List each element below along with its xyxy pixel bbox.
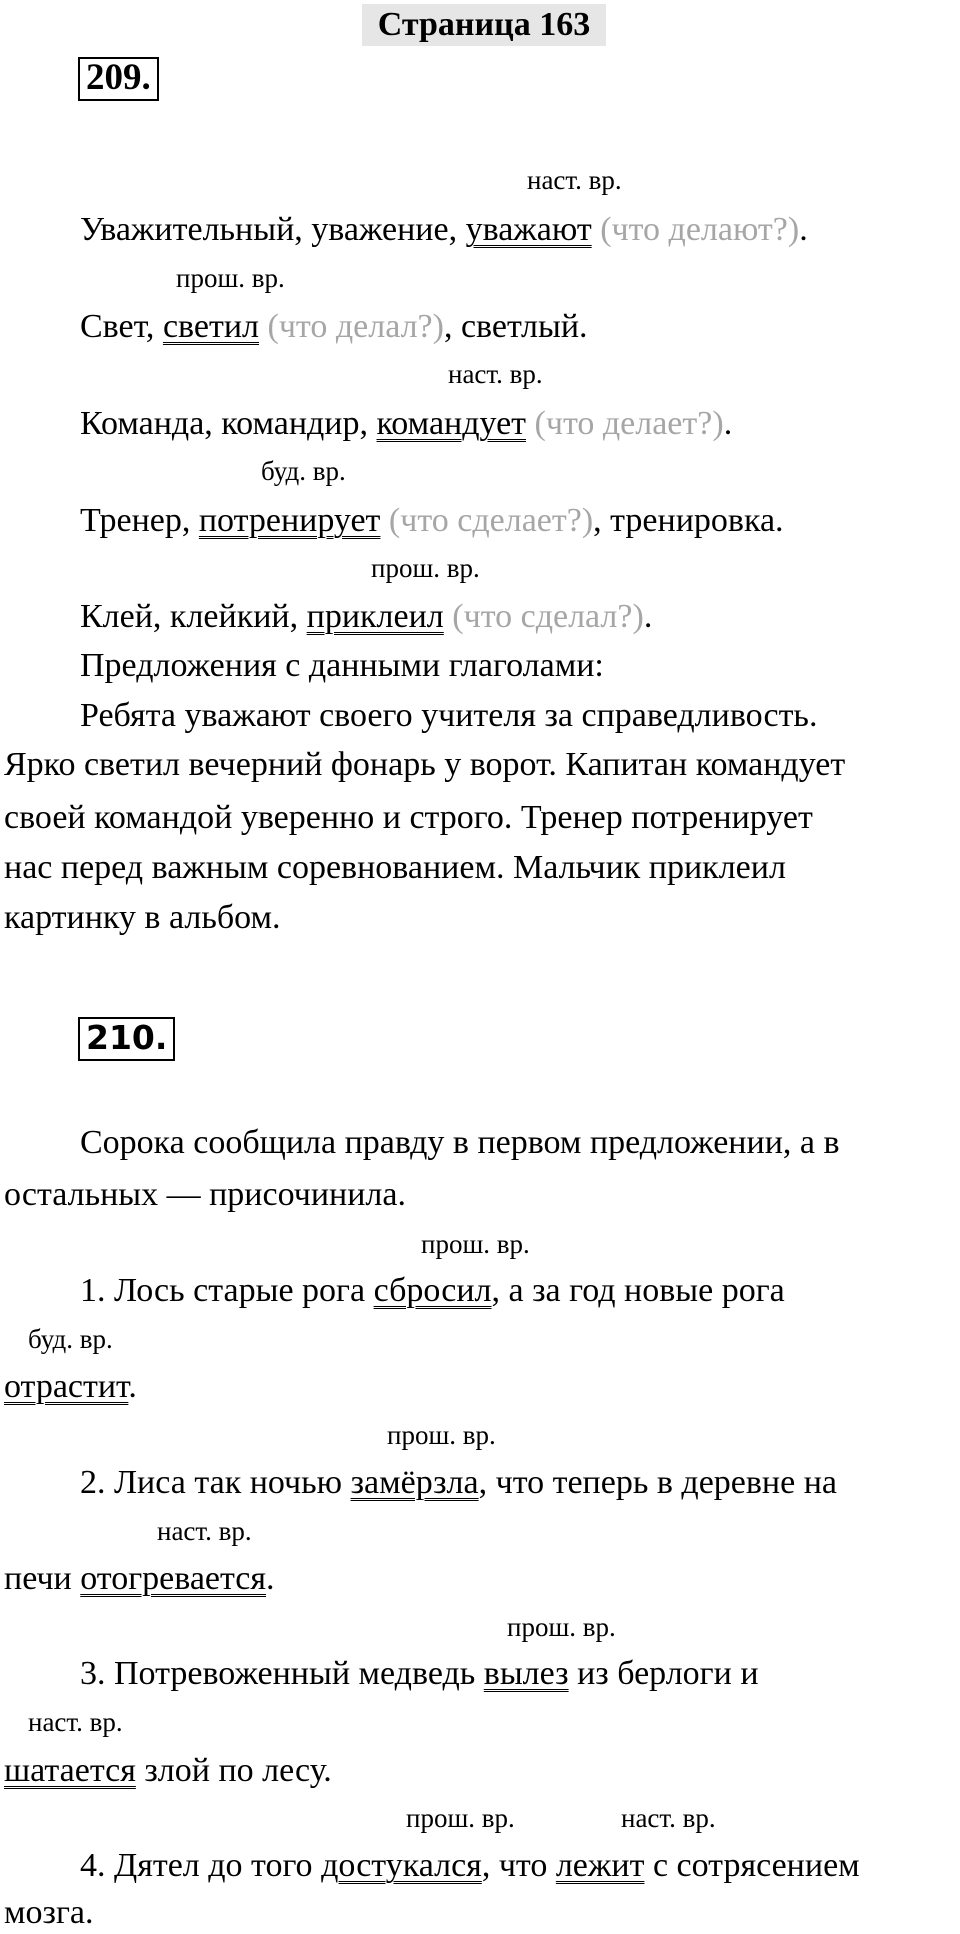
verb: светил (162, 308, 259, 345)
paragraph-line: Ребята уважают своего учителя за справедливость. (80, 697, 818, 734)
tense-label: наст. вр. (527, 165, 622, 195)
verb: сбросил (373, 1272, 492, 1309)
tense-label: наст. вр. (157, 1516, 252, 1546)
intro-line: остальных — присочинила. (4, 1176, 406, 1213)
text: с сотрясением (644, 1847, 860, 1884)
tense-label: буд. вр. (261, 456, 346, 486)
word-group-line (80, 306, 588, 348)
page-title: Страница 163 (362, 4, 606, 46)
sentences-intro: Предложения с данными глаголами: (80, 647, 604, 684)
sentence-line (80, 1653, 759, 1695)
text: . (799, 211, 808, 248)
text: 2. Лиса так ночью (80, 1464, 351, 1501)
verb: отогревается (80, 1560, 267, 1597)
verb: шатается (4, 1752, 136, 1789)
verb: командует (376, 405, 527, 442)
verb: приклеил (306, 598, 444, 635)
text: Команда, командир, (80, 405, 377, 442)
tense-label: прош. вр. (421, 1229, 530, 1259)
text: 3. Потревоженный медведь (80, 1655, 484, 1692)
question-hint: (что делает?) (526, 405, 724, 442)
question-hint: (что делал?) (259, 308, 444, 345)
paragraph-line: нас перед важным соревнованием. Мальчик приклеил (4, 849, 786, 886)
text: . (266, 1560, 275, 1597)
word-group-line (80, 403, 732, 445)
verb: уважают (465, 211, 592, 248)
sentence-line (4, 1558, 275, 1600)
text: злой по лесу. (135, 1752, 332, 1789)
text: , что (481, 1847, 556, 1884)
sentence-line (4, 1366, 137, 1408)
tense-label: буд. вр. (28, 1324, 113, 1354)
sentence-line (4, 1750, 332, 1792)
verb: лежит (555, 1847, 645, 1884)
verb: достукался (321, 1847, 482, 1884)
paragraph-line: Ярко светил вечерний фонарь у ворот. Капитан командует (4, 746, 846, 783)
text: . (128, 1368, 137, 1405)
word-group-line (80, 596, 652, 638)
text: из берлоги и (568, 1655, 759, 1692)
verb: замёрзла (350, 1464, 479, 1501)
exercise-number-209: 209. (78, 57, 159, 101)
tense-label: наст. вр. (621, 1803, 716, 1833)
verb: отрастит (4, 1368, 129, 1405)
question-hint: (что делают?) (591, 211, 800, 248)
tense-label: наст. вр. (448, 359, 543, 389)
text: , тренировка. (593, 502, 784, 539)
intro-line: Сорока сообщила правду в первом предложении, а в (80, 1124, 840, 1161)
tense-label: прош. вр. (387, 1420, 496, 1450)
text: Тренер, (80, 502, 199, 539)
text: Уважительный, уважение, (80, 211, 466, 248)
text: Свет, (80, 308, 163, 345)
verb: потренирует (198, 502, 381, 539)
question-hint: (что сделал?) (443, 598, 644, 635)
text: , светлый. (443, 308, 588, 345)
paragraph-line: картинку в альбом. (4, 899, 281, 936)
exercise-number-210: 210. (78, 1017, 175, 1061)
sentence-line: мозга. (4, 1894, 94, 1931)
text: , что теперь в деревне на (478, 1464, 838, 1501)
text: 4. Дятел до того (80, 1847, 322, 1884)
tense-label: наст. вр. (28, 1707, 123, 1737)
paragraph-line: своей командой уверенно и строго. Тренер потренирует (4, 799, 813, 836)
tense-label: прош. вр. (371, 553, 480, 583)
text: , а за год новые рога (491, 1272, 785, 1309)
sentence-line (80, 1270, 785, 1312)
question-hint: (что сделает?) (380, 502, 594, 539)
verb: вылез (483, 1655, 569, 1692)
tense-label: прош. вр. (507, 1612, 616, 1642)
text: . (723, 405, 733, 442)
text: Клей, клейкий, (80, 598, 307, 635)
sentence-line (80, 1462, 837, 1504)
tense-label: прош. вр. (406, 1803, 515, 1833)
text: печи (4, 1560, 81, 1597)
text: 1. Лось старые рога (80, 1272, 374, 1309)
tense-label: прош. вр. (176, 263, 285, 293)
text: . (643, 598, 653, 635)
word-group-line (80, 209, 808, 251)
sentence-line (80, 1845, 860, 1887)
word-group-line (80, 500, 784, 542)
